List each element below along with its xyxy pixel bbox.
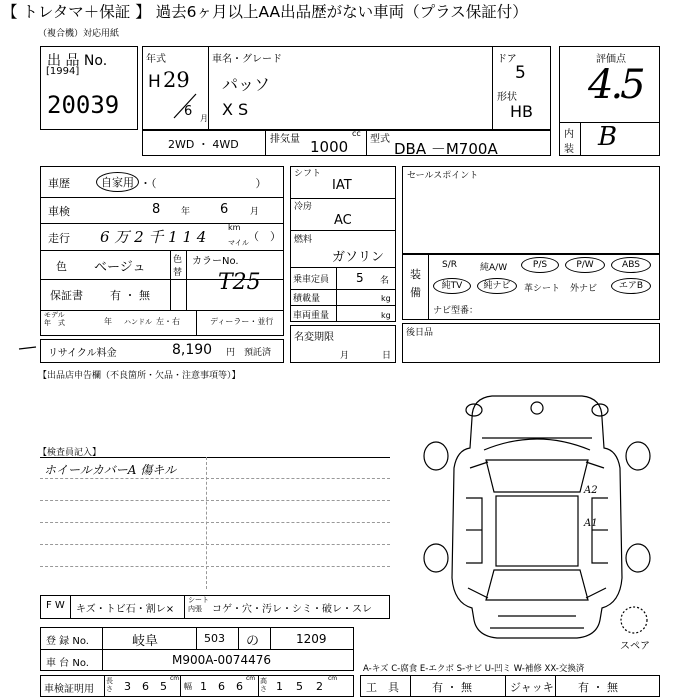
year-label: 年式 [146, 54, 166, 65]
lot-code: [1994] [46, 66, 80, 77]
glass-damage: キズ・トビ石・割レ× [76, 604, 175, 615]
length-unit: cm [170, 675, 180, 682]
displacement-label: 排気量 [270, 134, 300, 145]
inspection-month-unit: 月 [250, 207, 260, 217]
warranty-label: 保証書 [50, 289, 83, 302]
spare-label: スペア [620, 641, 650, 652]
inspection-year: 8 [152, 202, 161, 217]
fw-label: F W [46, 600, 65, 611]
damage-mark-a1: A1 [584, 518, 598, 529]
weight-label: 車両重量 [293, 311, 330, 321]
equip-tv [433, 278, 471, 294]
jack-value: 有 ・ 無 [578, 681, 618, 694]
equip-ext-nav: 外ナビ [570, 284, 598, 294]
interior-label-2: 装 [564, 144, 574, 155]
inspection-year-unit: 年 [181, 207, 191, 217]
length-d1: 3 [124, 680, 131, 693]
equip-abs [611, 257, 651, 273]
tools-value: 有 ・ 無 [432, 681, 472, 694]
ac-value: AC [334, 213, 352, 228]
chassis-value: M900A-0074476 [172, 653, 271, 667]
color-change-1: 色 [173, 255, 183, 265]
width-unit: cm [246, 675, 256, 682]
color-no-label: カラーNo. [192, 256, 239, 267]
width-d1: 1 [200, 680, 207, 693]
namechange-month: 月 [340, 351, 350, 361]
mileage-mile: マイル [228, 239, 249, 247]
cert-label: 車検証明用 [44, 684, 94, 695]
body-label: 形状 [497, 92, 517, 103]
tools-label: 工 具 [366, 681, 399, 694]
equip-sr: S/R [442, 260, 457, 270]
equip-aw: 純A/W [480, 263, 508, 273]
fuel-value: ガソリン [332, 250, 385, 265]
width-label: 幅 [184, 682, 192, 691]
recycle-unit: 円 [226, 348, 236, 358]
equip-ps-text: P/S [532, 260, 548, 270]
inspector-label: 【検査員記入】 [38, 448, 102, 458]
equip-nav [477, 278, 517, 294]
color-label: 色 [56, 260, 67, 273]
nav-model-label: ナビ型番： [433, 306, 479, 316]
load-unit: kg [381, 294, 391, 303]
mileage-paren: （ ） [248, 230, 281, 243]
drive-value: 2WD ・ 4WD [168, 138, 239, 151]
color-change-2: 替 [173, 268, 183, 278]
inspection-month: 6 [220, 202, 229, 217]
height-d2: 5 [296, 680, 303, 693]
shift-label: シフト [294, 169, 322, 179]
interior-grade: B [598, 122, 618, 152]
equip-airbag-text: エアB [618, 281, 644, 291]
ac-label: 冷房 [294, 202, 313, 212]
history-label: 車歴 [48, 177, 70, 190]
seat-damage: コゲ・穴・汚レ・シミ・破レ・スレ [212, 604, 372, 615]
steering-value: 左・右 [156, 317, 180, 326]
history-rest: ・（ ） [140, 177, 267, 190]
equip-ps [521, 257, 559, 273]
namechange-label: 名変期限 [294, 332, 334, 343]
recycle-deposit: 預託済 [244, 348, 272, 358]
displacement-unit: cc [352, 129, 361, 138]
form-sub-note: （複合機）対応用紙 [38, 29, 120, 39]
era: H [148, 72, 161, 92]
equip-tv-text: 純TV [441, 281, 463, 291]
warranty-value: 有 ・ 無 [110, 289, 150, 302]
model-code-label: 型式 [370, 134, 390, 145]
damage-legend: A-キズ C-腐食 E-エクボ S-サビ U-凹ミ W-補修 XX-交換済 [363, 664, 585, 674]
car-diagram [412, 388, 662, 648]
equip-nav-text: 純ナビ [483, 281, 511, 291]
history-value [96, 172, 139, 192]
score-value: 4.5 [588, 62, 643, 108]
reg-number: 1209 [296, 632, 327, 646]
lot-label: 出 品 No. [47, 53, 108, 69]
equip-pw-text: P/W [576, 260, 594, 270]
pen-mark [18, 344, 38, 352]
length-label: 長さ [106, 677, 113, 693]
seat-label: シート 内張 [188, 596, 209, 613]
width-d2: 6 [218, 680, 225, 693]
mileage-km: km [228, 223, 241, 232]
inspector-note: ホイールカバーA 傷キル [44, 463, 177, 477]
sales-label: セールスポイント [407, 171, 479, 181]
doors-value: 5 [515, 63, 526, 83]
name-label: 車名・グレード [212, 54, 282, 65]
year-value: 29 [163, 68, 190, 92]
width-d3: 6 [236, 680, 243, 693]
model-name: パッソ [222, 75, 271, 94]
aftermarket-box [402, 323, 660, 363]
lot-number: 20039 [47, 91, 120, 119]
model-code-value: DBA －M700A [394, 140, 498, 158]
equip-pw [565, 257, 605, 273]
namechange-day: 日 [382, 351, 392, 361]
reg-kana: の [246, 634, 260, 649]
capacity-unit: 名 [380, 276, 390, 286]
lot-box [40, 46, 138, 130]
recycle-amount: 8,190 [172, 342, 213, 358]
fuel-label: 燃料 [294, 235, 313, 245]
declaration-label: 【出品店申告欄（不良箇所・欠品・注意事項等）】 [38, 371, 241, 381]
doors-label: ドア [497, 54, 517, 65]
model-year-label: モデル 年 式 [44, 311, 65, 327]
equip-leather: 革シート [524, 284, 561, 294]
mileage-value: 6 万 2 千 1 1 4 [100, 228, 207, 246]
aftermarket-label: 後日品 [406, 328, 434, 338]
capacity-label: 乗車定員 [293, 275, 330, 285]
score-label: 評価点 [596, 54, 626, 65]
load-label: 積載量 [293, 294, 321, 304]
equip-airbag [611, 278, 651, 294]
reg-label: 登 録 No. [46, 636, 89, 647]
capacity-value: 5 [356, 271, 364, 285]
recycle-label: リサイクル料金 [48, 348, 117, 359]
equip-abs-text: ABS [622, 260, 640, 270]
steering-label: ハンドル [124, 318, 152, 326]
mileage-label: 走行 [48, 232, 70, 245]
interior-label-1: 内 [564, 129, 574, 140]
shift-value: IAT [332, 178, 352, 193]
height-d3: 2 [316, 680, 323, 693]
model-year-unit: 年 [104, 317, 112, 326]
height-unit: cm [328, 675, 338, 682]
inspection-label: 車検 [48, 205, 70, 218]
month-value: 6 [184, 104, 193, 119]
height-label: 高さ [260, 677, 267, 693]
dealer-value: ディーラー・並行 [210, 317, 274, 326]
chassis-label: 車 台 No. [46, 658, 89, 669]
grade-name: X S [222, 100, 249, 119]
length-d3: 5 [160, 680, 167, 693]
reg-class: 503 [204, 632, 225, 645]
jack-label: ジャッキ [510, 681, 554, 694]
banner-title: 【 トレタマ＋保証 】 過去6ヶ月以上AA出品歴がない車両（プラス保証付） [0, 0, 700, 24]
equipment-label-1: 装 [410, 268, 421, 281]
displacement-value: 1000 [310, 138, 349, 156]
damage-mark-a2: A2 [584, 485, 598, 496]
color-value: ベージュ [94, 260, 146, 275]
length-d2: 6 [142, 680, 149, 693]
weight-unit: kg [381, 311, 391, 320]
month-unit: 月 [200, 114, 208, 123]
equipment-label-2: 備 [410, 286, 421, 299]
color-no-value: T25 [218, 270, 261, 295]
history-value-text: 自家用 [101, 176, 134, 189]
height-d1: 1 [276, 680, 283, 693]
body-value: HB [510, 102, 534, 121]
reg-region: 岐阜 [132, 634, 159, 649]
